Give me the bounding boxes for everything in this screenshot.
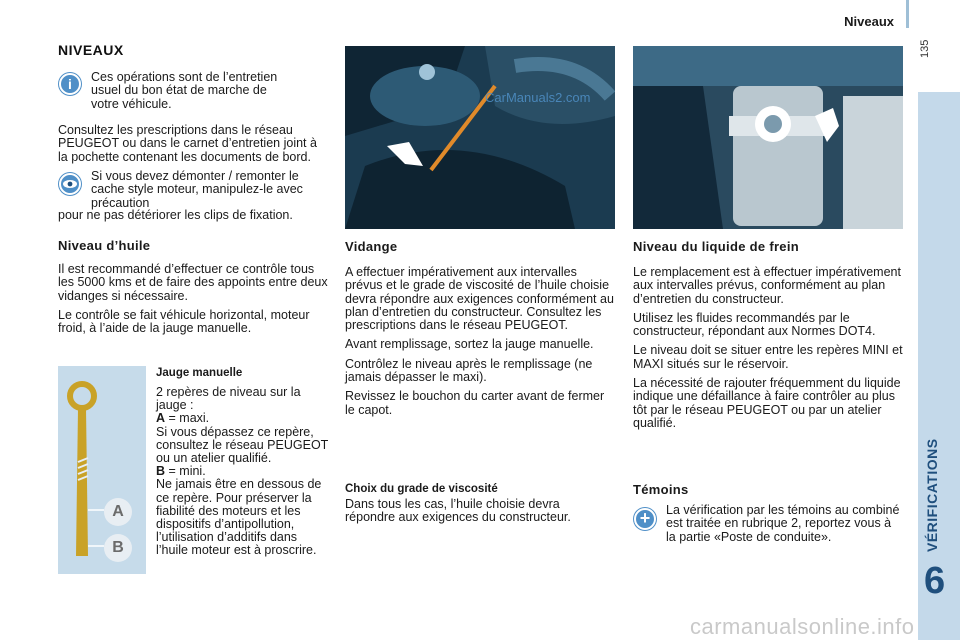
- chapter-number: 6: [924, 560, 946, 602]
- info-icon: i: [59, 73, 81, 95]
- gauge-heading: Jauge manuelle: [156, 367, 243, 379]
- eye-note-indented: Si vous devez démonter / remonter le cache style moteur, manipulez-le avec précaution: [91, 169, 303, 210]
- gauge-intro: 2 repères de niveau sur la jauge :: [156, 385, 301, 413]
- engine-oil-graphic: [345, 46, 615, 229]
- gauge-a-label: A: [156, 411, 166, 426]
- brake-p2: Utilisez les fluides recommandés par le constructeur, répondant aux Normes DOT4.: [633, 310, 876, 339]
- vidange-text: [345, 266, 617, 417]
- brake-fluid-graphic: [633, 46, 903, 229]
- eye-icon: [59, 173, 81, 195]
- gauge-a-text: = maxi.: [165, 411, 210, 426]
- brake-p3: Le niveau doit se situer entre les repères MINI et MAXI situés sur le réservoir.: [633, 343, 903, 371]
- brake-fluid-photo: [633, 46, 903, 229]
- gauge-b-label: B: [156, 464, 166, 479]
- marker-b: B: [104, 534, 132, 562]
- info-note-indented: Ces opérations sont de l’entretien usuel du bon état de marche de votre véhicule.: [91, 70, 278, 111]
- viscosity-text: Dans tous les cas, l’huile choisie devra répondre aux exigences du constructeur.: [345, 497, 571, 525]
- vidange-p1: A effectuer impérativement aux intervalles prévus et le grade de viscosité de l’huile choisie devra répondre aux exigences conformément au plan d’entretien du constructeur. Consultez les prescriptions dans le réseau PEUGEOT.: [345, 265, 614, 333]
- oil-p1: Il est recommandé d’effectuer ce contrôle tous les 5000 kms et de faire des appoints entre deux vidanges si nécessaire.: [58, 262, 328, 303]
- plus-icon: +: [634, 508, 656, 530]
- vidange-heading: Vidange: [345, 239, 398, 254]
- gauge-text: [156, 386, 330, 558]
- temoins-text: La vérification par les témoins au combiné est traitée en rubrique 2, reportez vous à la partie «Poste de conduite».: [666, 503, 900, 544]
- section-label: VÉRIFICATIONS: [924, 438, 940, 552]
- oil-level-text: [58, 263, 328, 335]
- oil-p2: Le contrôle se fait véhicule horizontal, moteur froid, à l’aide de la jauge manuelle.: [58, 307, 310, 336]
- dipstick-illustration: [58, 366, 146, 574]
- page-title: NIVEAUX: [58, 42, 124, 58]
- eye-note-text: pour ne pas détériorer les clips de fixation.: [58, 208, 293, 222]
- vidange-p2: Avant remplissage, sortez la jauge manuelle.: [345, 337, 594, 352]
- brake-fluid-heading: Niveau du liquide de frein: [633, 239, 799, 254]
- temoins-heading: Témoins: [633, 482, 689, 497]
- page-number: 135: [919, 39, 931, 58]
- viscosity-heading: Choix du grade de viscosité: [345, 483, 498, 495]
- oil-level-heading: Niveau d’huile: [58, 238, 151, 253]
- gauge-a-line: [156, 412, 330, 425]
- running-header: Niveaux: [844, 14, 894, 29]
- vidange-p3: Contrôlez le niveau après le remplissage (ne jamais dépasser le maxi).: [345, 356, 593, 385]
- gauge-a-more: Si vous dépassez ce repère, consultez le réseau PEUGEOT ou un atelier qualifié.: [156, 424, 329, 466]
- gauge-b-text: = mini.: [165, 464, 206, 479]
- marker-a: A: [104, 498, 132, 526]
- engine-oil-photo: [345, 46, 615, 229]
- gauge-b-more: Ne jamais être en dessous de ce repère. Pour préserver la fiabilité des moteurs et les dispositifs d’antipollution, l’utilisation d’additifs dans l’huile moteur est à proscrire.: [156, 477, 322, 558]
- header-accent-bar: [906, 0, 909, 28]
- dipstick-graphic: [58, 366, 146, 574]
- brake-fluid-text: [633, 266, 905, 430]
- vidange-p4: Revissez le bouchon du carter avant de fermer le capot.: [345, 389, 605, 417]
- brake-p4: La nécessité de rajouter fréquemment du liquide indique une défaillance à faire contrôler au plus tôt par le réseau PEUGEOT ou par un atelier qualifié.: [633, 376, 901, 430]
- brake-p1: Le remplacement est à effectuer impérativement aux intervalles prévus, conformément au plan d’entretien du constructeur.: [633, 265, 901, 306]
- footer-watermark: carmanualsonline.info: [690, 614, 915, 639]
- photo-watermark: CarManuals2.com: [485, 90, 591, 105]
- info-note-text: Consultez les prescriptions dans le réseau PEUGEOT ou dans le carnet d’entretien joint à la pochette contenant les documents de bord.: [58, 123, 317, 164]
